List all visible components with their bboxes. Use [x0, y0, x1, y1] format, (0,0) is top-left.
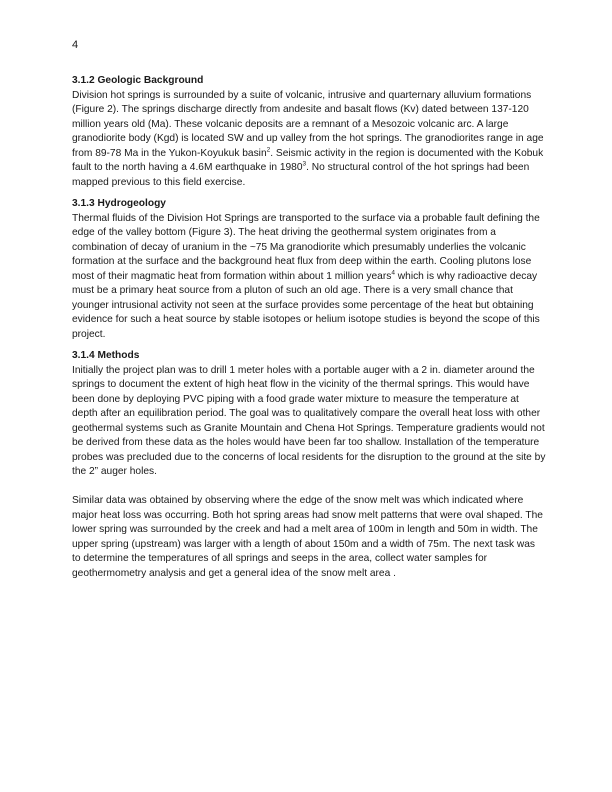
section-heading: 3.1.3 Hydrogeology [72, 198, 166, 209]
text-run: . Seismic activity in the region is documented with the Kobuk fault to the north having a 4.6M earthquake in 1980 [72, 147, 544, 173]
section-heading: 3.1.2 Geologic Background [72, 75, 204, 86]
section [72, 74, 546, 190]
section [72, 197, 546, 342]
section-heading: 3.1.4 Methods [72, 350, 140, 361]
text-run: Initially the project plan was to drill 1 meter holes with a portable auger with a 2 in. diameter around the springs to document the extent of high heat flow in the vicinity of the thermal springs. This would have been done by deploying PVC piping with a food grade water mixture to measure the temperature at depth after an equilibration period. The goal was to qualitatively compare the overall heat loss with other geothermal systems such as Granite Mountain and Chena Hot Springs. Temperature gradients would not be derived from these data as the holes would have been far too shallow. Installation of the temperature probes was precluded due to the concerns of local residents for the disruption to the ground at the site by the 2” auger holes. [72, 364, 546, 477]
page-number: 4 [72, 39, 79, 51]
paragraph [72, 89, 546, 191]
footnote-marker: 2 [266, 146, 271, 154]
text-run: . No structural control of the hot springs had been mapped previous to this field exercise. [72, 162, 530, 188]
paragraph [72, 212, 546, 343]
document-page [72, 38, 546, 588]
paragraph [72, 494, 546, 581]
footnote-marker: 3 [302, 160, 307, 168]
document-body [72, 74, 546, 581]
text-run: Similar data was obtained by observing where the edge of the snow melt was which indicated where major heat loss was occurring. Both hot spring areas had snow melt patterns that were oval shaped. The lower spring was surrounded by the creek and had a melt area of 100m in length and 50m in width. The upper spring (upstream) was larger with a length of about 150m and a width of 75m. The next task was to determine the temperatures of all springs and seeps in the area, collect water samples for geothermometry analysis and get a general idea of the snow melt area . [72, 495, 543, 579]
footnote-marker: 4 [391, 269, 395, 277]
text-run: Thermal fluids of the Division Hot Springs are transported to the surface via a probable fault defining the edge of the valley bottom (Figure 3). The heat driving the geothermal system originates from a combination of decay of uranium in the ~75 Ma granodiorite which presumably underlies the volcanic formation at the surface and the background heat flux from deep within the earth. Cooling plutons lose most of their magmatic heat from formation within about 1 million years [72, 212, 540, 282]
section [72, 349, 546, 581]
text-run: Division hot springs is surrounded by a suite of volcanic, intrusive and quarternary alluvium formations (Figure 2). The springs discharge directly from andesite and basalt flows (Kv) dated between 137-120 million years old (Ma). These volcanic deposits are a remnant of a Mesozoic volcanic arc. A large granodiorite body (Kgd) is located SW and up valley from the hot springs. The granodiorites range in age from 89-78 Ma in the Yukon-Koyukuk basin [72, 89, 544, 159]
paragraph [72, 364, 546, 480]
text-run: which is why radioactive decay must be a primary heat source from a pluton of such an old age. There is a very small chance that younger intrusional activity not seen at the surface provides some percentage of the heat but obtaining evidence for such a heat source by stable isotopes or helium isotope studies is beyond the scope of this project. [72, 270, 540, 340]
